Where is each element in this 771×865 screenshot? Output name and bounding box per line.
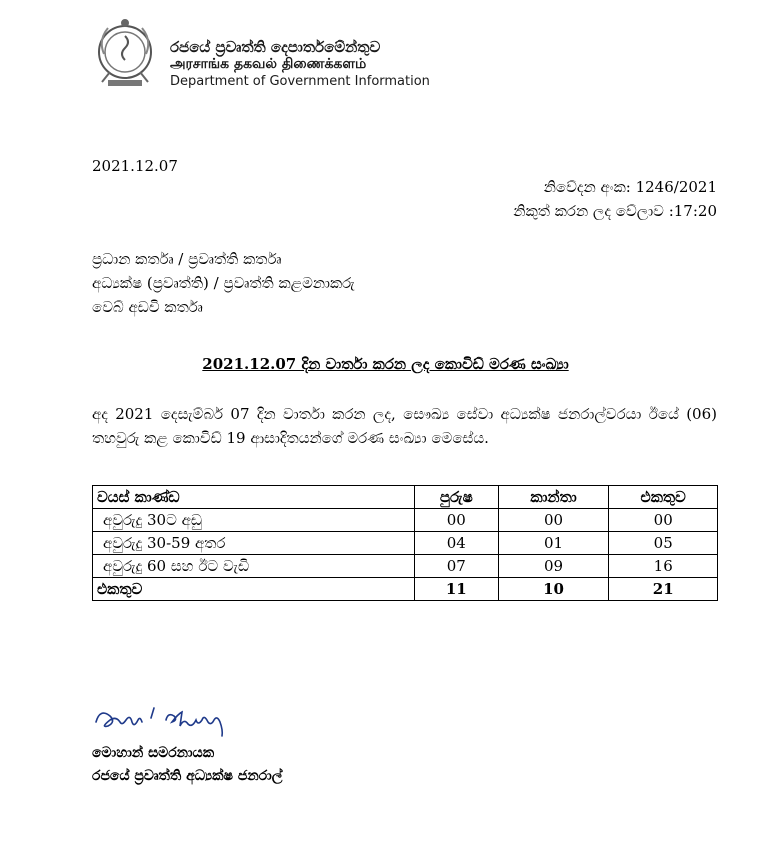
header-age-group: වයස් කාණ්ඩ	[93, 486, 415, 509]
letterhead-tamil: அரசாங்க தகவல் திணைக்களம்	[170, 56, 367, 72]
government-emblem-logo	[90, 14, 160, 96]
death-statistics-table	[92, 485, 718, 601]
document-date: 2021.12.07	[92, 157, 178, 175]
female-cell: 01	[498, 532, 609, 555]
age-group-cell: අවුරුදු 60 සහ ඊට වැඩි	[93, 555, 415, 578]
header-male: පුරුෂ	[414, 486, 498, 509]
recipient-line: වෙබ් අඩවි කර්තෘ	[92, 298, 203, 316]
recipient-line: අධ්‍යක්ෂ (ප්‍රවෘත්ති) / ප්‍රවෘත්ති කළමනාකරු	[92, 274, 355, 292]
letterhead-sinhala: රජයේ ප්‍රවෘත්ති දෙපාර්තමේන්තුව	[170, 38, 381, 56]
table-row	[93, 509, 718, 532]
age-group-cell: අවුරුදු 30-59 අතර	[93, 532, 415, 555]
total-cell: 05	[609, 532, 718, 555]
total-cell: 00	[609, 509, 718, 532]
total-cell: 16	[609, 555, 718, 578]
grand-total-cell: 21	[609, 578, 718, 601]
signatory-title: රජයේ ප්‍රවෘත්ති අධ්‍යක්ෂ ජනරාල්	[92, 768, 283, 784]
release-number: නිවේදන අංක: 1246/2021	[543, 178, 717, 196]
recipient-line: ප්‍රධාන කර්තෘ / ප්‍රවෘත්ති කර්තෘ	[92, 250, 282, 268]
female-total-cell: 10	[498, 578, 609, 601]
header-female: කාන්තා	[498, 486, 609, 509]
age-group-cell: අවුරුදු 30ට අඩු	[93, 509, 415, 532]
male-cell: 00	[414, 509, 498, 532]
signatory-name: මොහාන් සමරනායක	[92, 745, 215, 761]
table-row	[93, 555, 718, 578]
table-header-row	[93, 486, 718, 509]
release-time: නිකුත් කරන ලද වේලාව :17:20	[513, 202, 717, 220]
male-cell: 04	[414, 532, 498, 555]
body-paragraph: අද 2021 දෙසැම්බර් 07 දින වාර්තා කරන ලද, සෞඛ්‍ය සේවා අධ්‍යක්ෂ ජනරාල්වරයා ඊයේ (06) තහවුරු කළ කොවිඩ් 19 ආසාදිතයන්ගේ මරණ සංඛ්‍යා මෙසේය.	[92, 405, 717, 447]
female-cell: 09	[498, 555, 609, 578]
handwritten-signature	[92, 700, 272, 740]
table-total-row	[93, 578, 718, 601]
total-label-cell: එකතුව	[93, 578, 415, 601]
male-cell: 07	[414, 555, 498, 578]
male-total-cell: 11	[414, 578, 498, 601]
table-row	[93, 532, 718, 555]
header-total: එකතුව	[609, 486, 718, 509]
letterhead-english: Department of Government Information	[170, 74, 430, 89]
female-cell: 00	[498, 509, 609, 532]
document-heading: 2021.12.07 දින වාර්තා කරන ලද කොවිඩ් මරණ සංඛ්‍යා	[202, 355, 569, 373]
